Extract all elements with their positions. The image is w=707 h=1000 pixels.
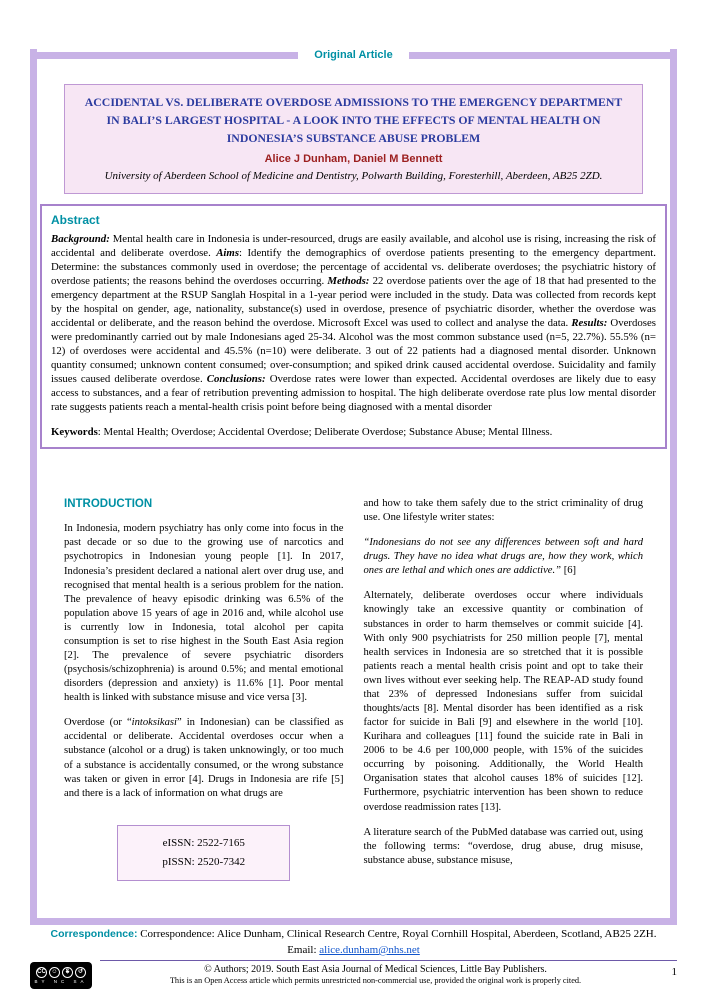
article-body bbox=[64, 497, 643, 914]
abstract-text bbox=[51, 232, 656, 414]
intro-paragraph-4: Alternately, deliberate overdoses occur where individuals knowingly take an excessive quantity or combination of substances in order to harm themselves or commit suicide [4]. With only 900 psychiatrists for 250 million people [7], mental health services in Indonesia are so stretched that it is possible patients reach a mental health crisis point and opt to take their own lives without ever seeking help. The REAP-AD study found that 23% of depressed Indonesians suffer from suicidal thoughts/acts [8]. Mental disorder has been identified as a risk factor for suicide in Bali [9] and elsewhere in the world [10]. Kurihara and colleagues [11] found the suicide rate in Bali in 2006 to be 4.6 per 100,000 people, with 15% of the suicides occurring by poisoning. Additionally, the World Health Organisation states that alcohol causes 18% of suicides [12]. Furthermore, psychiatric intervention has been shown to reduce overdose readmission rates [13]. bbox=[363, 590, 643, 813]
intro-paragraph-1: In Indonesia, modern psychiatry has only come into focus in the past decade or so due to the growing use of narcotics and psychotropics in Indonesian young people [1]. In 2017, Indonesia’s president declared a national alert over drug use, and recognised that mental health is a serious problem for the nation. The prevalence of heavy episodic drinking was 6.5% of the population above 15 years of age in 2016 and, while alcohol use is currently low in Indonesia, total alcohol per capita consumption is set to rise highest in the South East Asia region [2]. The prevalence of severe psychiatric disorders (psychosis/schizophrenia) is around 0.5%; and mental emotional disorders (depression and anxiety) is 11.6% [1]. Poor mental health is linked with substance misuse and vice versa [3]. bbox=[64, 523, 344, 704]
abstract-heading: Abstract bbox=[51, 213, 100, 227]
nc-no-dollar-icon: $ bbox=[62, 967, 73, 978]
abstract-aims-label: Aims bbox=[216, 247, 240, 260]
abstract-methods-text: 22 overdose patients over the age of 18 that had presented to the emergency department at the RSUP Sanglah Hospital in a 1-year period were included in the study. Data was collected from records kept by the hospital on gender, age, nationality, substance(s) used in overdose, presence of psychiatric disorder, whether the overdose was accidental or deliberate, and the reason behind the overdose. Microsoft Excel was used to collect and analyse the data. bbox=[51, 275, 657, 330]
quote-citation: [6] bbox=[563, 565, 577, 577]
intro-paragraph-5: A literature search of the PubMed database was carried out, using the following terms: “overdose, drug abuse, drug misuse, substance abuse, substance misuse, bbox=[363, 826, 643, 866]
abstract-results-text: Overdoses were predominantly carried out by male Indonesians aged 25-34. Alcohol was the most common substance used (n=5, 22.7%). 55.5% (n= 12) of overdoses were accidental and 45.5% (n=10) were deliberate. 3 out of 22 patients had a diagnosed mental disorder. Unknown quantity consumed; unknown content consumed; over-consumption; and spiked drink caused accidental overdose. Suicidality and family issues caused deliberate overdose. bbox=[51, 317, 656, 386]
decorative-side-bar-right bbox=[670, 49, 677, 925]
affiliation-line: University of Aberdeen School of Medicine and Dentistry, Polwarth Building, Foresterhill, Aberdeen, AB25 2ZD. bbox=[104, 169, 603, 182]
decorative-bar-right bbox=[409, 52, 677, 59]
abstract-background-label: Background: bbox=[51, 233, 110, 245]
correspondence-email-link[interactable]: alice.dunham@nhs.net bbox=[319, 943, 420, 956]
decorative-bar-left bbox=[30, 52, 298, 59]
article-title: ACCIDENTAL VS. DELIBERATE OVERDOSE ADMISSIONS TO THE EMERGENCY DEPARTMENT IN BALI’S LARGEST HOSPITAL - A LOOK INTO THE EFFECTS OF MENTAL HEALTH ON INDONESIA’S SUBSTANCE ABUSE PROBLEM bbox=[84, 95, 623, 145]
pissn-line: pISSN: 2520-7342 bbox=[162, 856, 246, 869]
left-column bbox=[64, 497, 344, 914]
kicker-row bbox=[30, 49, 677, 61]
quote-paragraph bbox=[364, 536, 644, 578]
abstract-aims-text: : Identify the demographics of overdose patients presenting to the emergency department. Determine: the substances commonly used in overdose; the percentage of accidental vs. deliberate overdoses; the psychiatric history of overdose patients; the reasons behind the overdoses occurring. bbox=[51, 247, 657, 288]
footer-main bbox=[100, 960, 677, 985]
right-column bbox=[364, 497, 644, 914]
copyright-block bbox=[100, 964, 651, 985]
cc-license-badge bbox=[30, 962, 92, 989]
abstract-methods-label: Methods: bbox=[327, 275, 370, 288]
intro-p2-post: ” in Indonesian) can be classified as accidental or deliberate. Accidental overdoses occur when a substance (alcohol or a drug) is taken unknowingly, or too much of a substance is accidentally consumed, or the wrong substance was taken or given in error [4]. Drugs in Indonesia are rife [5] and there is a lack of information on what drugs are bbox=[64, 717, 344, 799]
page-footer bbox=[30, 960, 677, 989]
correspondence-text: Correspondence: Alice Dunham, Clinical Research Centre, Royal Cornhill Hospital, Aberdeen, Scotland, AB25 2ZH. Email: bbox=[140, 928, 657, 956]
eissn-line: eISSN: 2522-7165 bbox=[162, 836, 245, 849]
intro-paragraph-2 bbox=[64, 716, 344, 800]
abstract-conclusions-label: Conclusions: bbox=[206, 373, 266, 386]
sa-share-alike-icon: ↺ bbox=[75, 967, 86, 978]
page-number: 1 bbox=[671, 966, 677, 978]
intro-paragraph-3: and how to take them safely due to the strict criminality of drug use. One lifestyle writer states: bbox=[363, 498, 643, 524]
introduction-heading: INTRODUCTION bbox=[64, 498, 153, 510]
issn-box bbox=[117, 825, 290, 882]
decorative-side-bar-left bbox=[30, 49, 37, 925]
cc-icon: CC bbox=[36, 967, 47, 978]
authors-line: Alice J Dunham, Daniel M Bennett bbox=[264, 152, 443, 165]
intro-p2-italic-term: intoksikasi bbox=[131, 717, 177, 729]
keywords-text: : Mental Health; Overdose; Accidental Overdose; Deliberate Overdose; Substance Abuse; Mental Illness. bbox=[97, 426, 553, 439]
abstract-background-text: Mental health care in Indonesia is under-resourced, drugs are easily available, and alcohol use is rising, increasing the risk of accidental and deliberate overdose. bbox=[51, 233, 656, 260]
quote-text: “Indonesians do not see any differences between soft and hard drugs. They have no idea what drugs are, how they work, which ones are lethal and which ones are addictive.” bbox=[363, 537, 643, 577]
abstract-results-label: Results: bbox=[571, 317, 608, 330]
correspondence-label: Correspondence: bbox=[50, 928, 138, 940]
cc-license-letters: BY NC SA bbox=[34, 979, 88, 985]
intro-p2-pre: Overdose (or “ bbox=[64, 717, 132, 729]
keywords-line bbox=[51, 426, 656, 438]
correspondence-section bbox=[42, 927, 665, 959]
keywords-label: Keywords bbox=[51, 426, 98, 439]
abstract-conclusions-text: Overdose rates were lower than expected. Accidental overdoses are likely due to easy access to substances, and a fear of retribution preventing admission to hospital. The high deliberate overdose rate plus low mental disorder rate suggests patients reach a mental-health crisis point before being diagnosed with a mental disorder bbox=[51, 373, 657, 414]
article-type-label: Original Article bbox=[314, 49, 393, 61]
decorative-bottom-bar bbox=[30, 918, 677, 925]
open-access-note: This is an Open Access article which permits unrestricted non-commercial use, provided the original work is properly cited. bbox=[169, 976, 582, 985]
by-person-icon: ☺ bbox=[49, 967, 60, 978]
copyright-line: © Authors; 2019. South East Asia Journal of Medical Sciences, Little Bay Publishers. bbox=[204, 964, 547, 975]
abstract-section bbox=[40, 204, 667, 449]
cc-license-icons bbox=[36, 967, 86, 978]
title-block bbox=[64, 84, 643, 194]
